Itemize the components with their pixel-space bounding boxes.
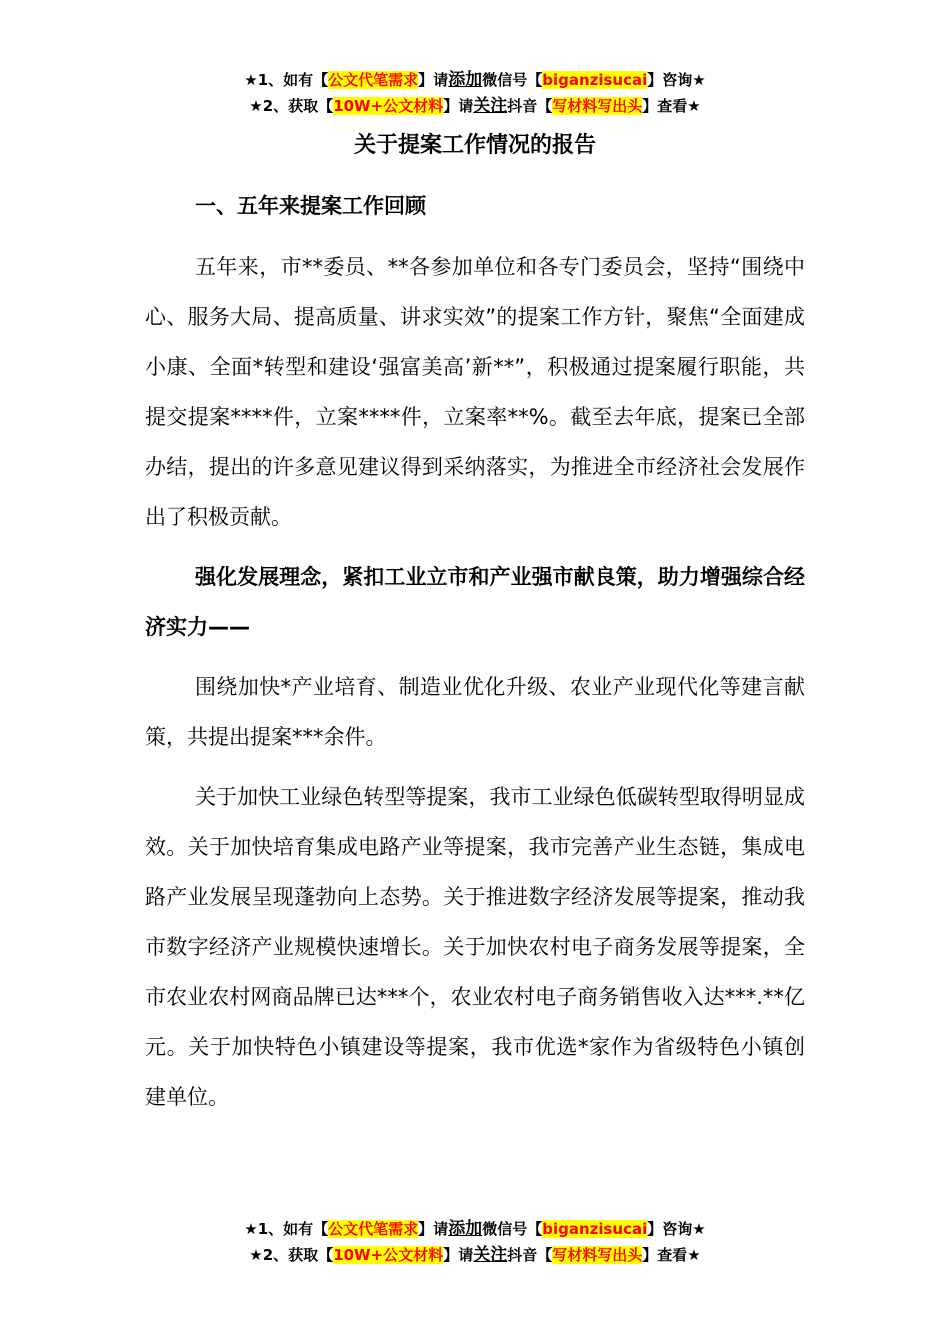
banner-text: 微信号【 — [482, 71, 543, 89]
paragraph: 围绕加快*产业培育、制造业优化升级、农业产业现代化等建言献策，共提出提案***余件。 — [145, 675, 805, 749]
banner-highlight: 10W+公文材料 — [333, 97, 444, 115]
footer-banner — [0, 1216, 950, 1268]
banner-highlight: 写材料写出头 — [552, 1246, 643, 1264]
banner-text: ★2、获取【 — [249, 97, 334, 115]
banner-text: 】请 — [418, 1220, 449, 1238]
banner-highlight: 10W+公文材料 — [333, 1246, 444, 1264]
banner-text: 微信号【 — [482, 1220, 543, 1238]
banner-line-2 — [0, 93, 950, 119]
banner-text: ★2、获取【 — [249, 1246, 334, 1264]
document-body — [145, 186, 805, 1132]
banner-underline: 添加 — [448, 70, 483, 90]
banner-text: 】查看★ — [642, 1246, 701, 1264]
subheading-paragraph: 强化发展理念，紧扣工业立市和产业强市献良策，助力增强综合经济实力—— — [145, 565, 805, 639]
banner-highlight: 公文代笔需求 — [328, 1220, 419, 1238]
banner-line-2 — [0, 1242, 950, 1268]
banner-line-1 — [0, 1216, 950, 1242]
banner-highlight: 写材料写出头 — [552, 97, 643, 115]
banner-underline: 添加 — [448, 1219, 483, 1239]
banner-highlight: biganzisucai — [542, 1220, 648, 1238]
banner-text: 】请 — [443, 97, 474, 115]
paragraph: 五年来，市**委员、**各参加单位和各专门委员会，坚持“围绕中心、服务大局、提高质量、讲求实效”的提案工作方针，聚焦“全面建成小康、全面*转型和建设‘强富美高’新**”，积极通过提案履行职能，共提交提案****件，立案****件，立案率**%。截至去年底，提案已全部办结，提出的许多意见建议得到采纳落实，为推进全市经济社会发展作出了积极贡献。 — [145, 255, 805, 529]
banner-text: ★1、如有【 — [244, 71, 329, 89]
banner-line-1 — [0, 67, 950, 93]
document-title: 关于提案工作情况的报告 — [353, 133, 596, 158]
banner-text: 】请 — [443, 1246, 474, 1264]
banner-text: 抖音【 — [507, 1246, 553, 1264]
banner-text: 】查看★ — [642, 97, 701, 115]
section-heading: 一、五年来提案工作回顾 — [195, 194, 426, 218]
banner-underline: 关注 — [473, 1245, 508, 1265]
banner-text: 】咨询★ — [647, 71, 706, 89]
paragraph: 关于加快工业绿色转型等提案，我市工业绿色低碳转型取得明显成效。关于加快培育集成电路产业等提案，我市完善产业生态链，集成电路产业发展呈现蓬勃向上态势。关于推进数字经济发展等提案，推动我市数字经济产业规模快速增长。关于加快农村电子商务发展等提案，全市农业农村网商品牌已达***个，农业农村电子商务销售收入达***.**亿元。关于加快特色小镇建设等提案，我市优选*家作为省级特色小镇创建单位。 — [145, 785, 805, 1109]
banner-text: 抖音【 — [507, 97, 553, 115]
header-banner — [0, 67, 950, 119]
banner-highlight: 公文代笔需求 — [328, 71, 419, 89]
banner-text: 】请 — [418, 71, 449, 89]
banner-text: 】咨询★ — [647, 1220, 706, 1238]
banner-highlight: biganzisucai — [542, 71, 648, 89]
banner-text: ★1、如有【 — [244, 1220, 329, 1238]
banner-underline: 关注 — [473, 96, 508, 116]
